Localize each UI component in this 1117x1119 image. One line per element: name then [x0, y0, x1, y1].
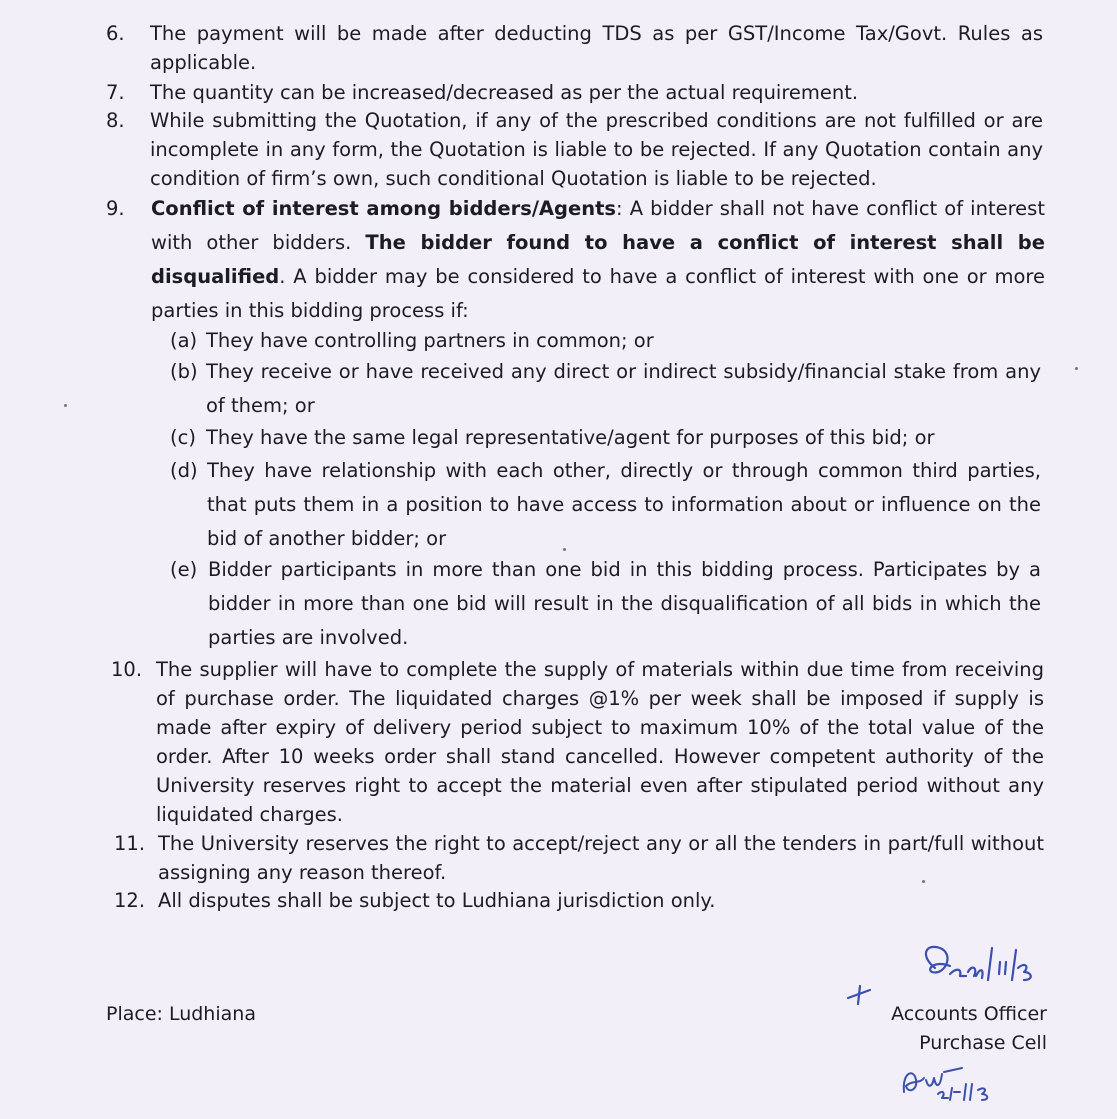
handwritten-signature-top — [840, 938, 1040, 1018]
scan-speck — [1075, 367, 1078, 370]
clause-number: 11. — [114, 832, 146, 855]
clause-number: 7. — [106, 81, 125, 104]
subclause-label: (e) — [170, 558, 198, 581]
clause-text — [151, 192, 1045, 328]
clause-number: 12. — [114, 889, 146, 912]
clause-text: The University reserves the right to accept/reject any or all the tenders in part/full without assigning any reason thereof. — [158, 832, 1044, 884]
subclause-text: Bidder participants in more than one bid in this bidding process. Participates by a bidder in more than one bid will result in the disqualification of all bids in which the parties are involved. — [208, 558, 1041, 649]
clause-heading: Conflict of interest among bidders/Agents — [151, 197, 617, 220]
subclause-label: (c) — [170, 426, 196, 449]
place-label: Place: Ludhiana — [106, 1003, 256, 1025]
subclause-label: (a) — [170, 329, 198, 352]
clause-text: The quantity can be increased/decreased as per the actual requirement. — [150, 81, 859, 104]
clause-text-part: : A bidder shall not have conflict of interest with other bidders. — [151, 197, 1045, 254]
subclause-text: They have the same legal representative/agent for purposes of this bid; or — [206, 426, 935, 449]
scan-speck — [563, 548, 566, 551]
signatory-designation: Accounts Officer — [891, 1003, 1047, 1025]
clause-number: 8. — [106, 109, 125, 132]
subclause-text: They have controlling partners in common; or — [206, 329, 654, 352]
clause-number: 6. — [106, 22, 125, 45]
subclause-label: (b) — [170, 360, 198, 383]
subclause-label: (d) — [170, 459, 198, 482]
scan-speck — [64, 404, 67, 407]
subclause-text: They have relationship with each other, directly or through common third parties, that puts them in a position to have access to information about or influence on the bid of another bidder; or — [207, 459, 1041, 550]
subclause-text: They receive or have received any direct or indirect subsidy/financial stake from any of them; or — [206, 360, 1041, 417]
signatory-office: Purchase Cell — [919, 1032, 1047, 1054]
clause-number: 9. — [106, 197, 125, 220]
handwritten-initials-bottom — [898, 1058, 1018, 1108]
clause-text: The payment will be made after deducting TDS as per GST/Income Tax/Govt. Rules as applicable. — [150, 22, 1043, 74]
clause-text: The supplier will have to complete the supply of materials within due time from receiving of purchase order. The liquidated charges @1% per week shall be imposed if supply is made after expiry of delivery period subject to maximum 10% of the total value of the order. After 10 weeks order shall stand cancelled. However competent authority of the University reserves right to accept the material even after stipulated period without any liquidated charges. — [156, 658, 1044, 826]
clause-emphasis: The bidder found to have a conflict of interest shall be disqualified — [151, 231, 1045, 288]
clause-text: While submitting the Quotation, if any of the prescribed conditions are not fulfilled or are incomplete in any form, the Quotation is liable to be rejected. If any Quotation contain any condition of firm’s own, such conditional Quotation is liable to be rejected. — [150, 109, 1043, 190]
clause-text: All disputes shall be subject to Ludhiana jurisdiction only. — [158, 889, 716, 912]
scan-speck — [922, 880, 925, 883]
clause-number: 10. — [111, 658, 143, 681]
clause-text-part: . A bidder may be considered to have a conflict of interest with one or more parties in this bidding process if: — [151, 265, 1045, 322]
